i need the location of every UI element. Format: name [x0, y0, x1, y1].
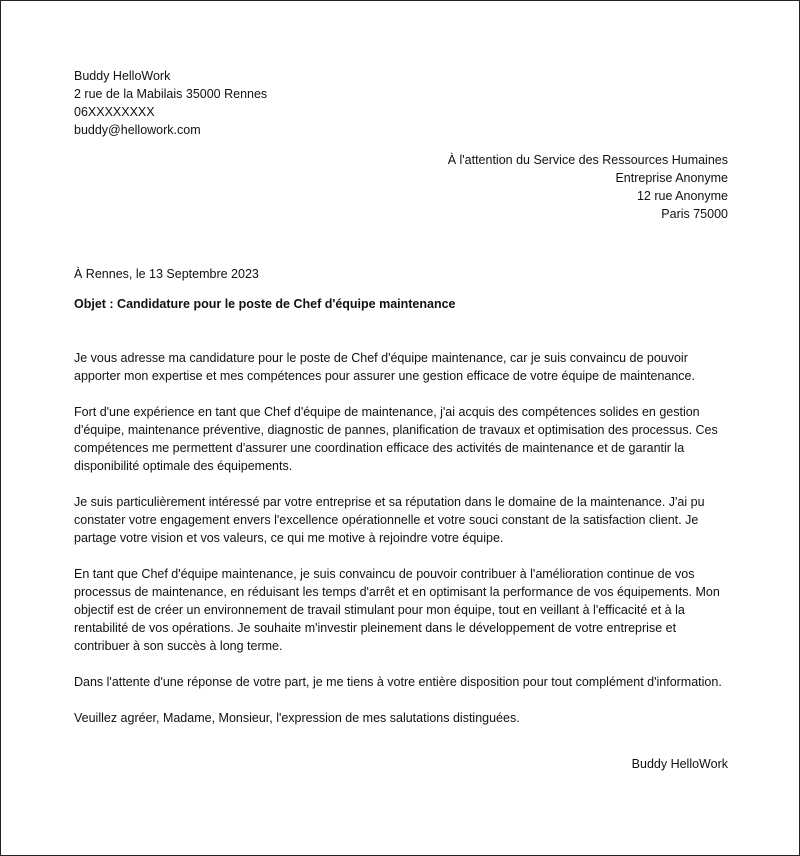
sender-phone: 06XXXXXXXX — [74, 105, 155, 119]
sender-block — [74, 67, 728, 139]
recipient-block — [74, 151, 728, 223]
sender-address: 2 rue de la Mabilais 35000 Rennes — [74, 87, 268, 101]
signature: Buddy HelloWork — [631, 757, 728, 771]
recipient-city: Paris 75000 — [661, 207, 728, 221]
subject-line: Objet : Candidature pour le poste de Chef d'équipe maintenance — [74, 297, 456, 311]
recipient-street: 12 rue Anonyme — [636, 189, 728, 203]
closing-line: Veuillez agréer, Madame, Monsieur, l'expression de mes salutations distinguées. — [74, 711, 520, 725]
sender-email: buddy@hellowork.com — [74, 123, 201, 137]
sender-name: Buddy HelloWork — [74, 69, 171, 83]
date-line: À Rennes, le 13 Septembre 2023 — [74, 267, 259, 281]
recipient-company: Entreprise Anonyme — [615, 171, 728, 185]
body-paragraph: Je vous adresse ma candidature pour le poste de Chef d'équipe maintenance, car je suis convaincu de pouvoir apporter mon expertise et mes compétences pour assurer une gestion efficace de votre équipe de maintenance. — [74, 351, 695, 383]
recipient-attention: À l'attention du Service des Ressources Humaines — [447, 153, 728, 167]
body-paragraph: En tant que Chef d'équipe maintenance, je suis convaincu de pouvoir contribuer à l'amélioration continue de vos processus de maintenance, en réduisant les temps d'arrêt et en optimisant la performance de vos équipements. Mon objectif est de créer un environnement de travail stimulant pour mon équipe, tout en veillant à l'efficacité et à la rentabilité de vos opérations. Je souhaite m'investir pleinement dans le développement de votre entreprise et contribuer à son succès à long terme. — [74, 567, 720, 653]
body-paragraph: Fort d'une expérience en tant que Chef d'équipe de maintenance, j'ai acquis des compétences solides en gestion d'équipe, maintenance préventive, diagnostic de pannes, planification de travaux et optimisation des processus. Ces compétences me permettent d'assurer une coordination efficace des activités de maintenance et de garantir la disponibilité optimale des équipements. — [74, 405, 718, 473]
body-paragraph: Je suis particulièrement intéressé par votre entreprise et sa réputation dans le domaine de la maintenance. J'ai pu constater votre engagement envers l'excellence opérationnelle et votre souci constant de la satisfaction client. Je partage votre vision et vos valeurs, ce qui me motive à rejoindre votre équipe. — [74, 495, 705, 545]
letter-content — [74, 67, 728, 773]
body-paragraph: Dans l'attente d'une réponse de votre part, je me tiens à votre entière disposition pour tout complément d'information. — [74, 675, 722, 689]
letter-body — [74, 349, 728, 727]
